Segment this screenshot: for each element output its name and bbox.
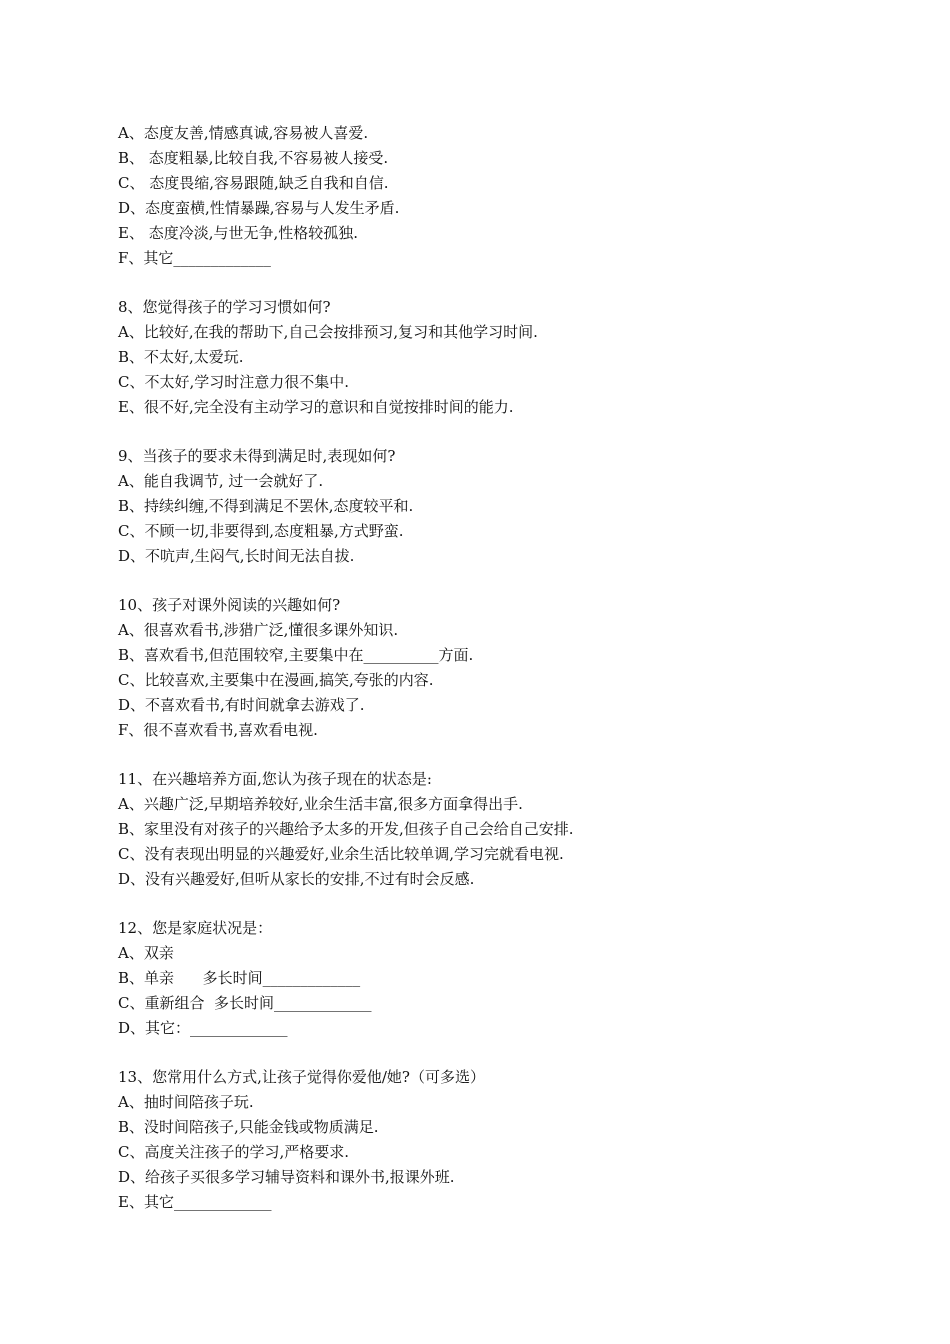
option-7-f: F、其它_____________ bbox=[118, 249, 271, 267]
option-9-b: B、持续纠缠,不得到满足不罢休,态度较平和. bbox=[118, 497, 414, 515]
option-9-d: D、不吭声,生闷气,长时间无法自拔. bbox=[118, 547, 355, 565]
question-9-title: 9、当孩子的要求未得到满足时,表现如何? bbox=[118, 447, 396, 465]
option-8-a: A、比较好,在我的帮助下,自己会按排预习,复习和其他学习时间. bbox=[118, 323, 538, 341]
option-11-a: A、兴趣广泛,早期培养较好,业余生活丰富,很多方面拿得出手. bbox=[118, 795, 523, 813]
option-7-a: A、态度友善,情感真诚,容易被人喜爱. bbox=[118, 124, 369, 142]
option-8-c: C、不太好,学习时注意力很不集中. bbox=[118, 373, 350, 391]
option-12-b: B、单亲 多长时间_____________ bbox=[118, 969, 361, 987]
option-9-a: A、能自我调节, 过一会就好了. bbox=[118, 472, 324, 490]
option-7-c: C、 态度畏缩,容易跟随,缺乏自我和自信. bbox=[118, 174, 389, 192]
option-10-a: A、很喜欢看书,涉猎广泛,懂很多课外知识. bbox=[118, 621, 399, 639]
question-block-11 bbox=[118, 767, 878, 892]
question-block-12 bbox=[118, 916, 878, 1041]
option-12-a: A、双亲 bbox=[118, 944, 174, 962]
option-13-c: C、高度关注孩子的学习,严格要求. bbox=[118, 1143, 350, 1161]
question-block-7 bbox=[118, 121, 878, 271]
option-10-c: C、比较喜欢,主要集中在漫画,搞笑,夸张的内容. bbox=[118, 671, 434, 689]
option-13-e: E、其它_____________ bbox=[118, 1193, 272, 1211]
option-7-e: E、 态度冷淡,与世无争,性格较孤独. bbox=[118, 224, 359, 242]
question-8-title: 8、您觉得孩子的学习习惯如何? bbox=[118, 298, 331, 316]
option-13-d: D、给孩子买很多学习辅导资料和课外书,报课外班. bbox=[118, 1168, 455, 1186]
question-block-9 bbox=[118, 444, 878, 569]
question-block-13 bbox=[118, 1065, 878, 1215]
option-9-c: C、不顾一切,非要得到,态度粗暴,方式野蛮. bbox=[118, 522, 404, 540]
option-8-b: B、不太好,太爱玩. bbox=[118, 348, 244, 366]
option-7-d: D、态度蛮横,性情暴躁,容易与人发生矛盾. bbox=[118, 199, 400, 217]
option-11-b: B、家里没有对孩子的兴趣给予太多的开发,但孩子自己会给自己安排. bbox=[118, 820, 574, 838]
option-13-b: B、没时间陪孩子,只能金钱或物质满足. bbox=[118, 1118, 379, 1136]
question-11-title: 11、在兴趣培养方面,您认为孩子现在的状态是: bbox=[118, 770, 432, 788]
option-10-f: F、很不喜欢看书,喜欢看电视. bbox=[118, 721, 318, 739]
option-12-d: D、其它：_____________ bbox=[118, 1019, 288, 1037]
option-12-c: C、重新组合 多长时间_____________ bbox=[118, 994, 372, 1012]
option-10-d: D、不喜欢看书,有时间就拿去游戏了. bbox=[118, 696, 365, 714]
question-10-title: 10、孩子对课外阅读的兴趣如何? bbox=[118, 596, 341, 614]
option-10-b: B、喜欢看书,但范围较窄,主要集中在__________方面. bbox=[118, 646, 474, 664]
question-block-8 bbox=[118, 295, 878, 420]
question-block-10 bbox=[118, 593, 878, 743]
option-7-b: B、 态度粗暴,比较自我,不容易被人接受. bbox=[118, 149, 389, 167]
questionnaire-page bbox=[118, 121, 878, 1215]
option-13-a: A、抽时间陪孩子玩. bbox=[118, 1093, 254, 1111]
option-11-c: C、没有表现出明显的兴趣爱好,业余生活比较单调,学习完就看电视. bbox=[118, 845, 564, 863]
question-13-title: 13、您常用什么方式,让孩子觉得你爱他/她?（可多选） bbox=[118, 1068, 485, 1086]
option-8-e: E、很不好,完全没有主动学习的意识和自觉按排时间的能力. bbox=[118, 398, 514, 416]
question-12-title: 12、您是家庭状况是： bbox=[118, 919, 273, 937]
option-11-d: D、没有兴趣爱好,但听从家长的安排,不过有时会反感. bbox=[118, 870, 475, 888]
